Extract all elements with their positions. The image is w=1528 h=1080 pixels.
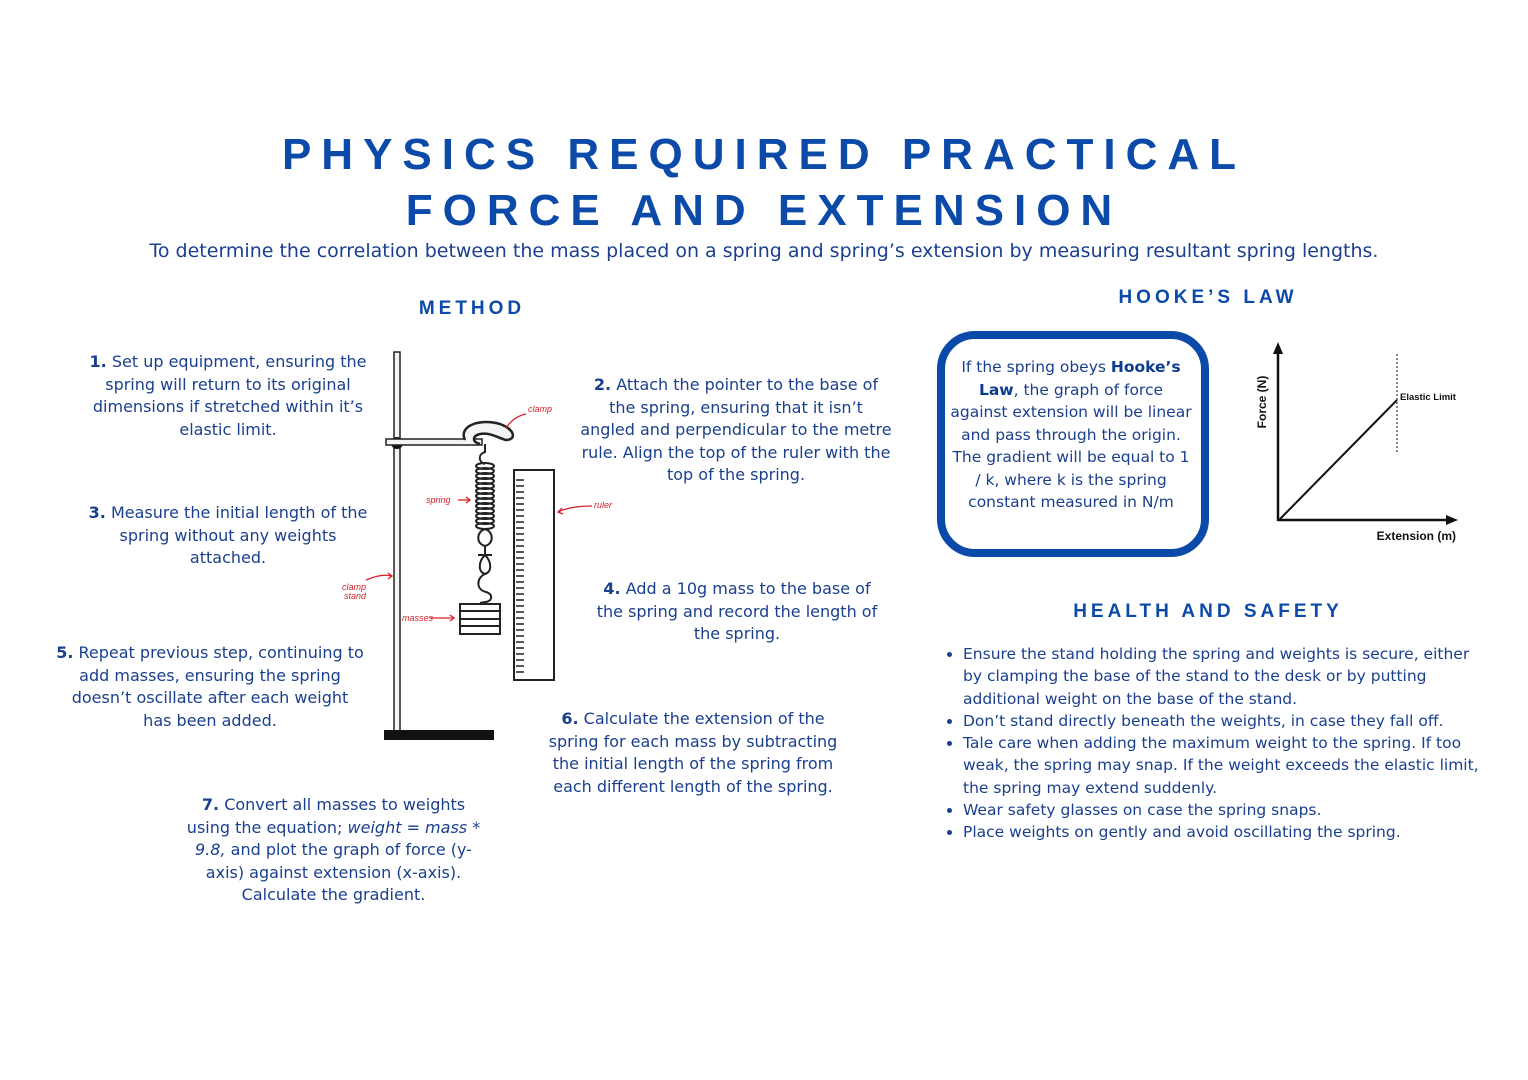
step-number: 7. xyxy=(201,795,220,814)
step-number: 3. xyxy=(88,503,106,522)
hookes-law-text xyxy=(950,356,1192,514)
spring-hook-bottom xyxy=(478,529,492,546)
method-step-5 xyxy=(56,642,364,732)
health-safety-list xyxy=(944,643,1493,844)
spring-hook-top xyxy=(480,444,485,464)
step-number: 6. xyxy=(561,709,579,728)
elastic-limit-label: Elastic Limit xyxy=(1400,392,1456,403)
step-number: 1. xyxy=(89,352,107,371)
spring-apparatus-diagram xyxy=(330,340,630,750)
masses-stack xyxy=(460,604,500,634)
hookes-law-graph xyxy=(1248,338,1468,550)
y-axis-arrow-icon xyxy=(1273,342,1283,354)
list-item: • Ensure the stand holding the spring and weights is secure, either by clamping the base of the stand to the desk or by putting additional weight on the base of the stand. xyxy=(963,643,1493,710)
clamp-jaw xyxy=(464,422,513,444)
label-clamp-stand: clamp xyxy=(342,582,367,592)
step-text: Measure the initial length of the spring without any weights attached. xyxy=(110,503,368,567)
equation: weight = mass * 9.8, xyxy=(195,817,481,859)
hookes-law-text-a: If the spring obeys xyxy=(961,358,1106,376)
label-clamp-stand: stand xyxy=(344,591,367,601)
step-text: Attach the pointer to the base of the spring, ensuring that it isn’t angled and perpendicular to the metre rule. Align the top of the ruler with the top of the spring. xyxy=(580,375,892,484)
health-safety-heading: HEALTH AND SAFETY xyxy=(1073,601,1343,622)
label-spring: spring xyxy=(426,495,451,505)
label-clamp: clamp xyxy=(528,404,553,414)
stand-base xyxy=(384,730,494,740)
step-text: Repeat previous step, continuing to add masses, ensuring the spring doesn’t oscillate after each weight has been added. xyxy=(71,643,364,730)
x-axis-arrow-icon xyxy=(1446,515,1458,525)
hookes-law-heading: HOOKE’S LAW xyxy=(1118,287,1298,308)
hookes-law-bold: Hooke’s Law xyxy=(978,358,1181,399)
step-text: Convert all masses to weights using the equation; xyxy=(186,795,466,837)
title-line-1: PHYSICS REQUIRED PRACTICAL xyxy=(281,130,1247,179)
label-masses: masses xyxy=(402,613,434,623)
list-item: • Tale care when adding the maximum weight to the spring. If too weak, the spring may snap. If the weight exceeds the elastic limit, the spring may extend suddenly. xyxy=(963,732,1493,799)
hookes-law-text-b: , the graph of force against extension will be linear and pass through the origin. The gradient will be equal to 1 / k, where k is the spring constant measured in N/m xyxy=(950,380,1192,511)
step-number: 5. xyxy=(56,643,74,662)
stand-rod xyxy=(394,352,400,732)
list-item: • Don’t stand directly beneath the weights, in case they fall off. xyxy=(963,710,1493,732)
step-text: Add a 10g mass to the base of the spring and record the length of the spring. xyxy=(596,579,878,643)
step-text: Set up equipment, ensuring the spring will return to its original dimensions if stretched within it’s elastic limit. xyxy=(92,352,367,439)
spring-coil xyxy=(476,463,494,529)
force-extension-line xyxy=(1280,400,1397,519)
list-item: • Wear safety glasses on case the spring snaps. xyxy=(963,799,1493,821)
mass-hanger xyxy=(478,574,491,602)
list-item: • Place weights on gently and avoid oscillating the spring. xyxy=(963,821,1493,843)
method-step-4 xyxy=(592,578,882,646)
step-text: and plot the graph of force (y-axis) against extension (x-axis). Calculate the gradient. xyxy=(205,840,472,904)
title-line-2: FORCE AND EXTENSION xyxy=(405,186,1123,235)
x-axis-label: Extension (m) xyxy=(1376,529,1456,543)
label-ruler: ruler xyxy=(594,500,613,510)
step-number: 4. xyxy=(603,579,621,598)
y-axis-label: Force (N) xyxy=(1255,375,1269,429)
step-text: Calculate the extension of the spring for each mass by subtracting the initial length of the spring from each different length of the spring. xyxy=(548,709,838,796)
method-step-7 xyxy=(182,794,485,907)
method-heading: METHOD xyxy=(418,298,526,319)
subtitle: To determine the correlation between the mass placed on a spring and spring’s extension by measuring resultant spring lengths. xyxy=(149,240,1379,262)
step-number: 2. xyxy=(593,375,612,394)
